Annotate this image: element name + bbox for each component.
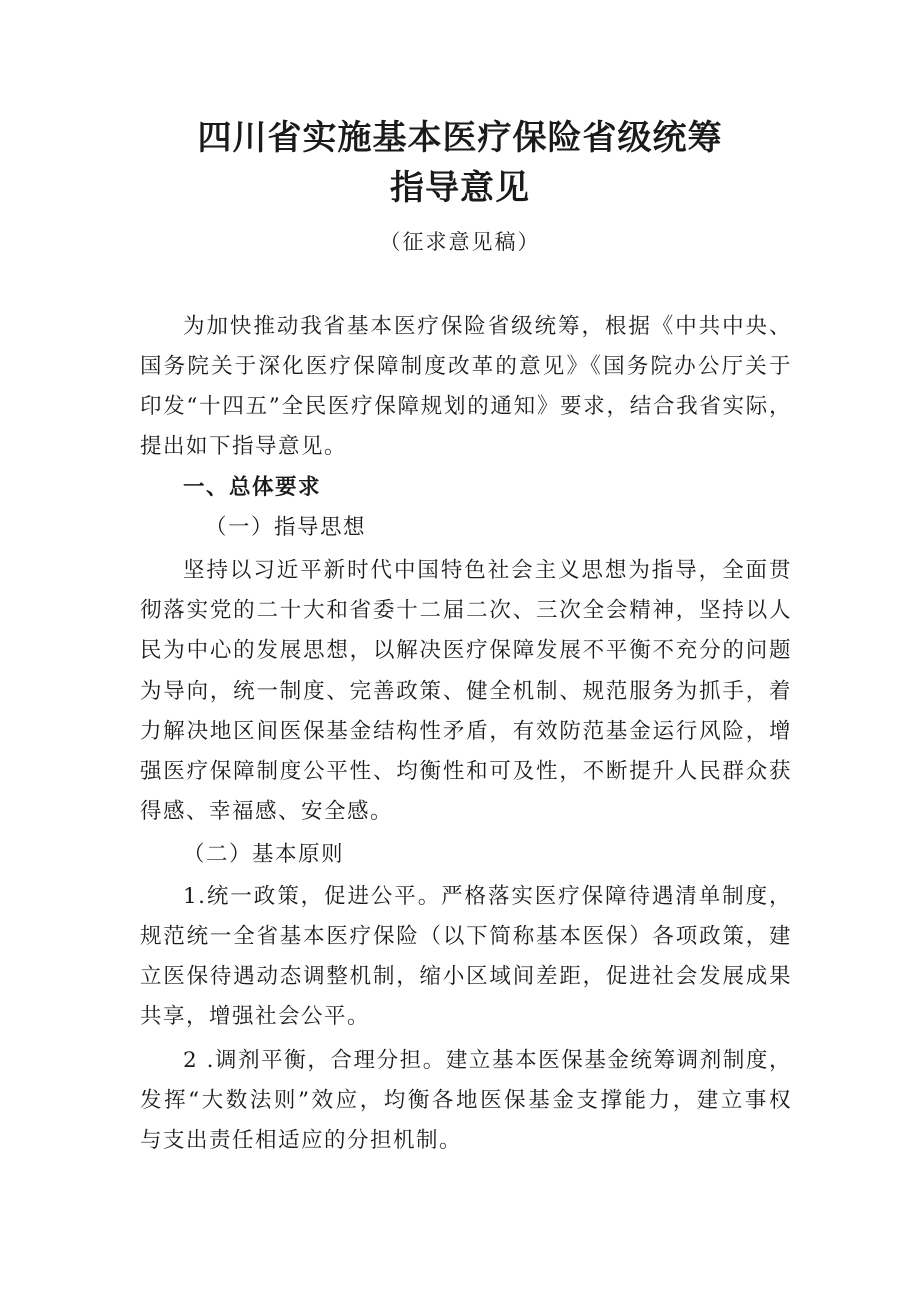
intro-line-3: 印发“十四五”全民医疗保障规划的通知》要求，结合我省实际， <box>140 394 792 419</box>
intro-line-4: 提出如下指导意见。 <box>140 434 348 459</box>
intro-line-1: 为加快推动我省基本医疗保险省级统筹，根据《中共中央、 <box>183 314 792 339</box>
principle2-line-2: 发挥“大数法则”效应，均衡各地医保基金支撑能力，建立事权 <box>140 1088 792 1113</box>
subsection-heading-basic-principles: （二）基本原则 <box>183 842 345 867</box>
principle1-line-4: 共享，增强社会公平。 <box>140 1004 371 1029</box>
guiding-line-5: 力解决地区间医保基金结构性矛盾，有效防范基金运行风险，增 <box>140 719 792 744</box>
guiding-line-3: 民为中心的发展思想，以解决医疗保障发展不平衡不充分的问题 <box>140 638 792 663</box>
intro-line-2: 国务院关于深化医疗保障制度改革的意见》《国务院办公厅关于 <box>140 354 792 379</box>
guiding-line-6: 强医疗保障制度公平性、均衡性和可及性，不断提升人民群众获 <box>140 759 792 784</box>
principle1-line-2: 规范统一全省基本医疗保险（以下简称基本医保）各项政策，建 <box>140 924 792 949</box>
guiding-line-1: 坚持以习近平新时代中国特色社会主义思想为指导，全面贯 <box>183 558 792 583</box>
section-heading-general-requirements: 一、总体要求 <box>183 475 322 500</box>
principle1-line-1: 1.统一政策，促进公平。严格落实医疗保障待遇清单制度， <box>183 884 792 909</box>
guiding-line-7: 得感、幸福感、安全感。 <box>140 799 394 824</box>
principle2-line-3: 与支出责任相适应的分担机制。 <box>140 1128 463 1153</box>
guiding-line-2: 彻落实党的二十大和省委十二届二次、三次全会精神，坚持以人 <box>140 598 792 623</box>
principle2-line-1: 2 .调剂平衡，合理分担。建立基本医保基金统筹调剂制度， <box>183 1048 792 1073</box>
document-title-line2: 指导意见 <box>390 168 530 208</box>
principle1-line-3: 立医保待遇动态调整机制，缩小区域间差距，促进社会发展成果 <box>140 964 792 989</box>
draft-subtitle: （征求意见稿） <box>379 230 541 254</box>
guiding-line-4: 为导向，统一制度、完善政策、健全机制、规范服务为抓手，着 <box>140 679 792 704</box>
subsection-heading-guiding-thought: （一）指导思想 <box>205 515 367 540</box>
document-title-line1: 四川省实施基本医疗保险省级统筹 <box>197 118 723 158</box>
